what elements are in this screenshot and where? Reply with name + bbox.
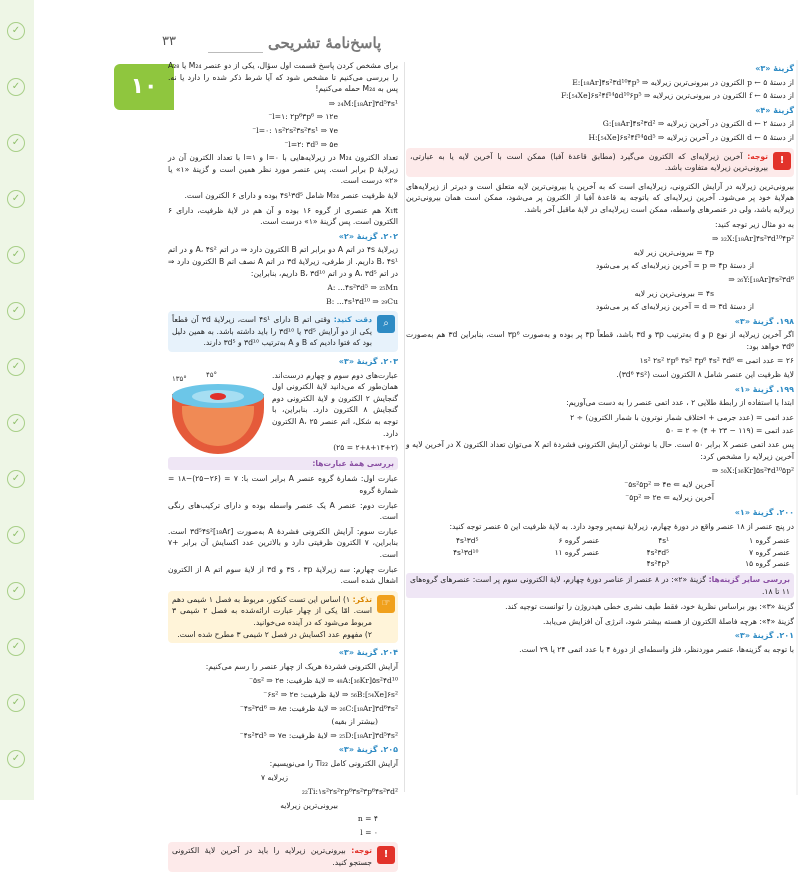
formula: از دستهٔ f ← ۵ الکترون در بیرونی‌ترین زیرلایه ⇒ F:[₅₄Xe]۶s²۴f¹⁴۵d¹⁰۶p⁵: [561, 91, 794, 101]
formula-branch: l=۰: ۱s²۲s²۳s²۴s¹ ⇒ ۷e⁻: [252, 125, 338, 135]
reminder-label: تذکر:: [352, 594, 372, 604]
formula-branch: بیرونی‌ترین زیرلایه: [280, 800, 338, 810]
formula-note: (بیشتر از بقیه): [331, 717, 378, 727]
column-divider: [404, 62, 405, 792]
reminder-text: ۲) مفهوم عدد اکسایش در فصل ۲ شیمی ۳ مطرح شده است.: [177, 629, 372, 639]
note-text: آخرین زیرلایه‌ای که الکترون می‌گیرد (مطابق قاعدهٔ آفبا) ممکن است با آخرین لایه یا به عبارتی، بیرونی‌ترین زیرلایه متفاوت باشد.: [410, 151, 768, 173]
paragraph: تعداد الکترون M₂₄ در زیرلایه‌هایی با l=۰ و l=۱ با تعداد الکترون آن در زیرلایهٔ p برابر است. پس عنصر مورد نظر همین است و گزینهٔ «۱» یا «۲» درست است.: [168, 153, 399, 186]
tip-text: وقتی اتم B دارای ۴s¹ است، زیرلایهٔ ۳d آن قطعاً یکی از دو آرایش ۳d⁵ یا ۳d¹⁰ را باید داشته باشد. به همین دلیل بود که فتوا دادیم که B و A به‌ترتیب ۳d¹⁰ و ۳d⁵ دارند.: [172, 315, 372, 348]
check-circle-icon: ✓: [7, 582, 25, 600]
formula: ₂₆C:[₁₈Ar]۳d⁶۴s² ⇒ لایهٔ ظرفیت: ۴s²۳d⁶ ⇒ ۸e⁻: [239, 703, 398, 713]
example-detail: ۴s = بیرونی‌ترین زیر لایه: [634, 288, 714, 298]
formula-branch: l=۲: ۳d⁵ ⇒ ۵e⁻: [284, 139, 338, 149]
formula-branch: n = ۴: [357, 814, 378, 824]
review-text: گزینهٔ «۲»: در ۸ عنصر از عناصر دورهٔ چهارم، لایهٔ الکترونی سوم پر است: عنصرهای گروه‌های ۱۱ تا ۱۸.: [410, 574, 790, 596]
paragraph: عبارت دوم: عنصر A یک عنصر واسطه بوده و دارای ترکیب‌های رنگی است.: [168, 500, 398, 522]
paragraph: پس عدد اتمی عنصر X برابر ۵۰ است. حال با نوشتن آرایش الکترونی فشردهٔ اتم X می‌توان تعداد الکترون X در آخرین لایه و آخرین زیرلایه را مشخص کرد:: [406, 440, 794, 461]
question-heading: گزینهٔ «۴»: [755, 105, 794, 115]
formula: ₅₆B:[₅₄Xe]۶s² ⇒ لایهٔ ظرفیت: ۶s² ⇒ ۲e⁻: [263, 689, 398, 699]
left-column: [168, 60, 399, 868]
paragraph: گزینهٔ «۳»: بور براساس نظریهٔ خود، فقط طیف نشری خطی هیدروژن را توانست توجیه کند.: [505, 602, 794, 612]
reminder-text: ۱) اساس این تست کنکور، مربوط به فصل ۱ شیمی دهم است. امّا یکی از چهار عبارت ارائه‌شده به فصل ۲ شیمی ۳ مربوط می‌شود که در آینده می‌خوانید.: [172, 594, 372, 627]
example-detail: آخرین لایه ⇐ ۵s²۵p² ⇒ ۴e⁻: [624, 479, 714, 489]
tip-label: دقت کنید:: [333, 315, 373, 325]
paragraph: زیرلایهٔ ۴s در اتم A دو برابر اتم B الکترون دارد ⇒ در اتم A، ۴s² و در اتم B، ۴s¹ داریم. از طرفی، زیرلایهٔ ۳d در اتم A نصف اتم B الکترون دارد ⇒ در اتم A، ۳d⁵ و در اتم B، ۳d¹⁰ داریم، بنابراین:: [168, 245, 399, 278]
check-circle-icon: ✓: [7, 694, 25, 712]
table-row: [406, 535, 794, 547]
formula: ₂₄M:[₁₈Ar]۳d⁵۴s¹ ⇒: [328, 98, 398, 108]
paragraph: اگر آخرین زیرلایه از نوع p و d به‌ترتیب ۳p و ۳d باشد، قطعاً ۳p پر بوده و به‌صورت ۳p⁶ است، بنابراین ۳d هم به‌صورت ۳d⁶ خواهد بود:: [406, 330, 795, 351]
table-cell: ۴s²۳d⁵: [646, 547, 670, 557]
formula: عدد اتمی = (عدد جرمی + اختلاف شمار نوترون با شمار الکترون) ÷ ۲: [570, 412, 794, 422]
chapter-tab: ۱۰: [114, 64, 174, 110]
table-cell: ۴s¹۳d⁵: [456, 536, 479, 546]
check-circle-icon: ✓: [7, 246, 25, 264]
table-row: [406, 558, 794, 570]
tip-box: [168, 311, 398, 352]
magnifier-icon: ⌕: [377, 315, 395, 333]
note-label: توجه:: [747, 151, 768, 161]
page-number: ۳۳: [162, 34, 176, 49]
check-circle-icon: ✓: [7, 414, 25, 432]
formula: A: ...۴s²۳d⁵ ⇒ ₂₅Mn: [327, 283, 398, 293]
formula: B: ...۴s¹۳d¹⁰ ⇒ ₂₉Cu: [326, 296, 398, 306]
formula-branch: l = ۰: [360, 827, 378, 837]
note-box: [406, 148, 794, 177]
paragraph: به دو مثال زیر توجه کنید:: [714, 219, 794, 229]
formula: (۲+۸+۱۳+۲ = ۲۵): [333, 443, 398, 453]
formula: ₂₅D:[₁₈Ar]۳d⁵۴s² ⇒ لایهٔ ظرفیت: ۴s²۳d⁵ ⇒ ۷e⁻: [239, 730, 398, 740]
note-box: [168, 842, 398, 871]
review-box: [406, 573, 794, 598]
paragraph: عبارت اول: شمارهٔ گروه عنصر A برابر است با: ۷ = (۲۶−۲۵)−۱۸ = شمارهٔ گروه: [168, 474, 398, 495]
paragraph: گزینهٔ «۴»: هرچه فاصلهٔ الکترون از هسته بیشتر شود، انرژی آن افزایش می‌یابد.: [542, 616, 794, 626]
example-formula: ₂₆Y:[₁₈Ar]۴s²۳d⁶ ⇒: [728, 274, 794, 284]
paragraph: آرایش الکترونی کامل Ti₂₂ را می‌نویسیم:: [269, 758, 398, 768]
check-circle-icon: ✓: [7, 302, 25, 320]
question-heading: ۲۰۲. گزینهٔ «۲»: [338, 231, 398, 241]
formula: از دستهٔ d ← ۵ الکترون در آخرین زیرلایه ⇒ H:[₅₄Xe]۶s²۴f¹⁴۵d⁵: [588, 132, 794, 142]
check-circle-icon: ✓: [7, 190, 25, 208]
formula-annotation: زیرلایه ۷: [261, 773, 288, 783]
check-circle-icon: ✓: [7, 358, 25, 376]
sphere-core: [210, 393, 226, 400]
table-cell: ۴s¹۳d¹⁰: [453, 547, 479, 557]
table-cell: عنصر گروه ۶: [558, 536, 600, 546]
paragraph: عبارت‌های دوم سوم و چهارم درست‌اند. همان‌طور که می‌دانید لایهٔ الکترونی اول گنجایش ۲ الکترون و لایهٔ الکترونی دوم گنجایش ۸ الکترون دارد. بنابراین، با توجه به شکل، اتم عنصر A، ۲۵ الکترون دارد.: [272, 370, 398, 438]
example-detail: آخرین زیرلایه ⇐ ۵p² ⇒ ۲e⁻: [625, 493, 714, 503]
paragraph: لایهٔ ظرفیت این عنصر شامل ۸ الکترون است (۳d⁶ ۴s²).: [616, 370, 794, 380]
paragraph: آرایش الکترونی فشردهٔ هریک از چهار عنصر را رسم می‌کنیم:: [205, 661, 398, 671]
table-cell: [406, 558, 482, 570]
angle-label: ۴۵°: [206, 370, 218, 379]
page-title: پاسخ‌نامهٔ تشریحی: [268, 34, 382, 52]
question-heading: ۲۰۳. گزینهٔ «۳»: [338, 357, 398, 367]
question-heading: ۲۰۵. گزینهٔ «۳»: [338, 745, 398, 755]
formula: از دستهٔ p ← ۵ الکترون در بیرونی‌ترین زیرلایه ⇒ E:[₁₈Ar]۴s²۳d¹⁰۴p⁵: [572, 77, 794, 87]
right-column: [406, 60, 798, 795]
check-circle-icon: ✓: [7, 638, 25, 656]
formula: ۲۶ = عدد اتمی ⇐ ۱s² ۲s² ۲p⁶ ۳s² ۳p⁶ ۴s² ۳d⁶: [639, 356, 794, 366]
formula: ₂₂Ti:۱s²۲s²۲p⁶۳s²۳p⁶۴s²۳d²: [301, 787, 398, 797]
table-cell: ۴s¹: [658, 536, 670, 546]
formula: ₄₈A:[₃₆Kr]۵s²۴d¹⁰ ⇒ لایهٔ ظرفیت: ۵s² ⇒ ۲e⁻: [248, 676, 398, 686]
example-formula: ₃₂X:[₁₈Ar]۴s²۳d¹⁰۴p² ⇒: [712, 234, 794, 244]
table-cell: عنصر گروه ۷: [749, 547, 790, 557]
note-text: بیرونی‌ترین زیرلایه را باید در آخرین لایهٔ الکترونی جستجو کنید.: [172, 846, 372, 868]
review-label: بررسی سایر گزینه‌ها:: [708, 574, 790, 584]
example-formula: ₅₀X:[₃₆Kr]۵s²۴d¹⁰۵p² ⇒: [711, 466, 794, 476]
check-circle-icon: ✓: [7, 78, 25, 96]
atom-sphere-figure: [168, 372, 268, 460]
paragraph: با توجه به گزینه‌ها، عنصر موردنظر، فلز واسطه‌ای از دورهٔ ۴ با عدد اتمی ۲۴ یا ۲۹ است.: [519, 644, 794, 654]
valence-table: [406, 535, 794, 570]
example-detail: از دستهٔ d ⇒ ۳d = آخرین زیرلایه‌ای که پر می‌شود: [595, 302, 754, 312]
table-cell: [482, 558, 603, 570]
paragraph: لایهٔ ظرفیت عنصر M₂₄ شامل ۴s¹۳d⁵ بوده و دارای ۶ الکترون است.: [184, 190, 398, 200]
reminder-box: [168, 591, 398, 643]
angle-label: ۱۳۵°: [172, 374, 187, 383]
paragraph: X₁₶ هم عنصری از گروه ۱۶ بوده و آن هم در لایهٔ ظرفیت، دارای ۶ الکترون است. پس گزینهٔ «۱» درست است.: [168, 205, 398, 227]
exclamation-icon: !: [773, 152, 791, 170]
check-circle-icon: ✓: [7, 22, 25, 40]
example-detail: از دستهٔ p ⇒ ۴p = آخرین زیرلایه‌ای که پر می‌شود: [595, 261, 754, 271]
question-heading: ۱۹۸. گزینهٔ «۳»: [734, 316, 794, 326]
paragraph: عبارت چهارم: سه زیرلایهٔ ۳s ، ۳p و ۳d از لایهٔ سوم اتم A از الکترون اشغال شده است.: [168, 564, 398, 586]
paragraph: برای مشخص کردن پاسخ قسمت اول سؤال، یکی از دو عنصر M₂₄ یا A₂₈ را بررسی می‌کنیم تا مشخص شود که آیا شرط ذکر شده را دارد یا نه. پس به M₂₄ حمله می‌کنیم!: [168, 61, 398, 94]
table-cell: عنصر گروه ۱: [749, 536, 790, 546]
note-label: توجه:: [351, 846, 373, 856]
question-heading: ۲۰۰. گزینهٔ «۱»: [734, 508, 794, 517]
formula-branch: l=۱: ۲p⁶۳p⁶ ⇒ ۱۲e⁻: [268, 112, 338, 122]
paragraph: ابتدا با استفاده از رابطهٔ طلایی ۲ ، عدد اتمی عنصر را به دست می‌آوریم:: [566, 398, 794, 408]
table-cell: عنصر گروه ۱۱: [554, 547, 600, 557]
table-row: [406, 547, 794, 559]
table-cell: عنصر گروه ۱۵: [745, 559, 790, 569]
exclamation-icon: !: [377, 846, 395, 864]
header-divider: [208, 52, 263, 53]
check-circle-icon: ✓: [7, 526, 25, 544]
check-circle-icon: ✓: [7, 134, 25, 152]
paragraph: عبارت سوم: آرایش الکترونی فشردهٔ A به‌صورت ۳d⁵۴s²[₁₈Ar] است. بنابراین، ۷ الکترون ظرفیتی دارد و بالاترین عدد اکسایش آن برابر +۷ است.: [168, 526, 398, 559]
question-heading: ۲۰۱. گزینهٔ «۳»: [734, 631, 794, 641]
review-label: بررسی همهٔ عبارت‌ها:: [312, 458, 394, 468]
question-heading: ۱۹۹. گزینهٔ «۱»: [734, 384, 794, 394]
left-decorative-strip: [0, 0, 34, 800]
paragraph: بیرونی‌ترین زیرلایه در آرایش الکترونی، زیرلایه‌ای است که به آخرین یا بیرونی‌ترین لایه متعلق است و دیرتر از زیرلایه‌های هم‌لایهٔ خود پر می‌شود. آخرین زیرلایه‌ای که باتوجه به قاعدهٔ آفبا از الکترون پر می‌شود، ممکن است همان بیرونی‌ترین زیرلایه باشد، ولی در عنصرهای واسطه، ممکن است زیرلایه‌ای در لایهٔ ماقبل آخر باشد.: [406, 181, 794, 214]
table-cell: ۴s²۴p³: [646, 559, 670, 569]
formula: عدد اتمی = (۱۱۹ − ۲۳ + ۴) ÷ ۲ = ۵۰: [666, 426, 794, 436]
check-circle-icon: ✓: [7, 470, 25, 488]
check-circle-icon: ✓: [7, 750, 25, 768]
question-heading: گزینهٔ «۳»: [755, 64, 794, 73]
question-heading: ۲۰۴. گزینهٔ «۳»: [338, 648, 398, 658]
formula: از دستهٔ d ← ۲ الکترون در آخرین زیرلایه ⇒ G:[₁₈Ar]۴s²۳d²: [602, 119, 794, 129]
example-detail: ۴p = بیرونی‌ترین زیر لایه: [633, 247, 714, 257]
paragraph: در پنج عنصر از ۱۸ عنصر واقع در دورهٔ چهارم، زیرلایهٔ نیمه‌پر وجود دارد. به لایهٔ ظرفیت این ۵ عنصر توجه کنید:: [449, 521, 794, 531]
hand-pointer-icon: ☞: [377, 595, 395, 613]
